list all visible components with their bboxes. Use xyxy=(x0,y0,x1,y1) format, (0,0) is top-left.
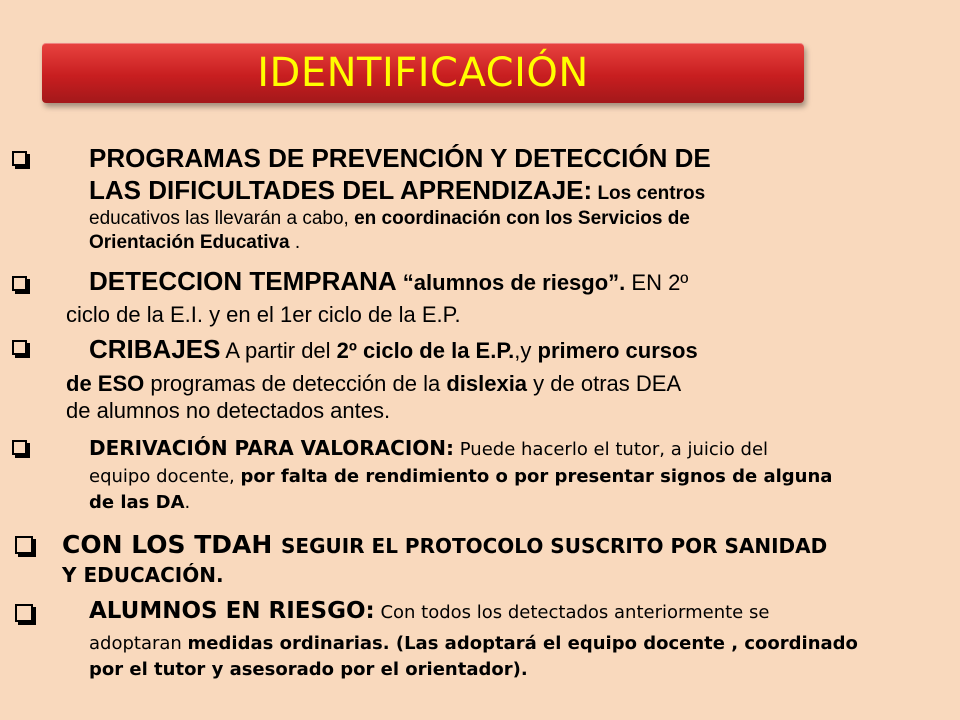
item-line xyxy=(66,371,681,397)
checkbox-bullet-icon xyxy=(12,340,27,355)
item-line xyxy=(89,266,688,297)
item-text-bold: 2º ciclo de la E.P. xyxy=(336,338,515,363)
item-text: Puede hacerlo el tutor, a juicio del xyxy=(454,439,769,460)
checkbox-bullet-icon xyxy=(15,604,33,622)
checkbox-bullet-icon xyxy=(12,440,27,455)
item-line xyxy=(89,175,705,206)
item-text: Con todos los detectados anteriormente se xyxy=(374,602,770,623)
item-text-bold: de las DA xyxy=(89,492,185,513)
item-text-bold: primero cursos xyxy=(537,338,698,363)
item-text-bold: en coordinación con los Servicios de xyxy=(354,208,690,229)
item-line xyxy=(89,466,832,487)
title-banner xyxy=(42,43,804,103)
item-text: . xyxy=(184,492,191,513)
item-text: adoptaran xyxy=(89,633,188,654)
item-text: educativos las llevarán a cabo, xyxy=(89,208,355,229)
item-text: A partir del xyxy=(220,338,337,363)
item-heading: DERIVACIÓN PARA VALORACION: xyxy=(89,436,455,460)
item-text-bold: Orientación Educativa xyxy=(89,232,290,253)
item-heading: CRIBAJES xyxy=(89,334,221,364)
item-text: de alumnos no detectados antes. xyxy=(66,398,391,423)
item-text: y de otras DEA xyxy=(527,371,682,396)
item-text-bold: medidas ordinarias. (Las adoptará el equipo docente , coordinado xyxy=(187,633,858,654)
item-heading: DETECCION TEMPRANA xyxy=(89,266,397,296)
item-heading: CON LOS TDAH xyxy=(62,530,282,559)
item-text-bold: por el tutor y asesorado por el orientador). xyxy=(89,659,528,680)
item-text-bold: Y EDUCACIÓN. xyxy=(62,563,224,587)
item-heading: LAS DIFICULTADES DEL APRENDIZAJE: xyxy=(89,175,593,205)
item-text: equipo docente, xyxy=(89,466,241,487)
slide-title: IDENTIFICACIÓN xyxy=(257,50,589,96)
item-line xyxy=(89,492,190,513)
item-heading: ALUMNOS EN RIESGO: xyxy=(89,598,375,624)
item-text: ciclo de la E.I. y en el 1er ciclo de la E.P. xyxy=(66,302,461,327)
item-line xyxy=(89,208,690,230)
item-line xyxy=(89,598,769,624)
item-text-bold: “alumnos de riesgo”. xyxy=(396,270,626,295)
item-text-bold: de ESO xyxy=(66,371,145,396)
item-text-bold: SEGUIR EL PROTOCOLO SUSCRITO POR SANIDAD xyxy=(281,534,828,558)
checkbox-bullet-icon xyxy=(12,151,27,166)
item-line xyxy=(89,436,768,460)
item-text: ,y xyxy=(514,338,538,363)
item-text-bold: por falta de rendimiento o por presentar signos de alguna xyxy=(240,466,833,487)
checkbox-bullet-icon xyxy=(12,276,27,291)
checkbox-bullet-icon xyxy=(15,536,33,554)
item-text: programas de detección de la xyxy=(144,371,447,396)
item-line xyxy=(89,633,858,654)
item-heading: PROGRAMAS DE PREVENCIÓN Y DETECCIÓN DE xyxy=(89,143,711,173)
item-text: Los centros xyxy=(592,183,706,204)
item-text: EN 2º xyxy=(625,270,689,295)
item-line xyxy=(62,530,827,559)
item-line xyxy=(89,232,300,254)
item-text-bold: dislexia xyxy=(446,371,528,396)
item-line xyxy=(89,334,698,365)
item-text: . xyxy=(289,232,301,253)
